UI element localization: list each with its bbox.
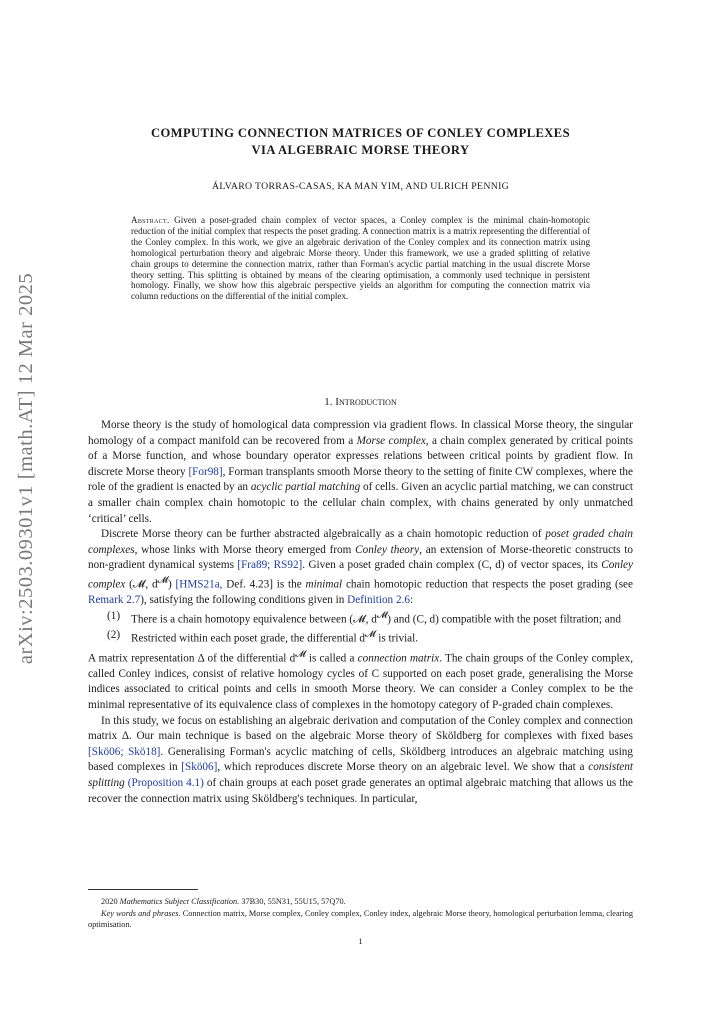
footnotes bbox=[88, 896, 633, 931]
title-line-2: VIA ALGEBRAIC MORSE THEORY bbox=[251, 143, 470, 157]
abstract-label: Abstract. bbox=[131, 215, 170, 225]
text-run: ) and (C, d) compatible with the poset filtration; and bbox=[387, 613, 621, 626]
text-run: of chain groups at each poset grade generates an optimal algebraic matching that allows us the recover the connection matrix using Sköldberg's techniques. In particular, bbox=[88, 777, 633, 805]
emphasis-acyclic-partial-matching: acyclic partial matching bbox=[250, 481, 361, 494]
msc-codes: 37B30, 55N31, 55U15, 57Q70. bbox=[239, 897, 346, 906]
citation-link[interactable]: [Fra89; RS92] bbox=[237, 559, 303, 572]
emphasis-poset-graded: poset graded chain complexes bbox=[88, 528, 633, 556]
text-run: , a chain complex generated by critical points of a Morse function, and whose boundary operator expresses relations between critical points by gradient flow. In discrete Morse theory bbox=[88, 434, 633, 478]
text-run: Morse theory is the study of homological data compression via gradient flows. In classical Morse theory, the singular homology of a compact manifold can be recovered from a bbox=[88, 419, 633, 447]
section-title: Introduction bbox=[335, 396, 397, 408]
text-run: is trivial. bbox=[375, 632, 419, 645]
text-run: , Forman transplants smooth Morse theory to the setting of finite CW complexes, where the role of the gradient is enacted by an bbox=[88, 465, 633, 494]
title-line-1: COMPUTING CONNECTION MATRICES OF CONLEY COMPLEXES bbox=[150, 126, 570, 140]
list-item bbox=[88, 628, 633, 647]
text-run: . The chain groups of the Conley complex, called Conley indices, consist of relative homology cycles of C supported on each poset grade, generalising the Morse indices associated to critical points and cells in smooth Morse theory. We can consider a Conley complex to be the minimal representative of its equivalence class of complexes in the homotopy category of P-graded chain complexes. bbox=[88, 652, 633, 712]
citation-link[interactable]: [Skö06] bbox=[181, 761, 218, 774]
keywords-text: Connection matrix, Morse complex, Conley complex, Conley index, algebraic Morse theory, homological perturbation lemma, clearing optimisation. bbox=[88, 908, 633, 930]
emphasis-minimal: minimal bbox=[305, 578, 343, 591]
list-item bbox=[88, 609, 633, 628]
cross-reference-link[interactable]: Definition 2.6 bbox=[347, 594, 410, 607]
text-run: 2020 bbox=[101, 897, 120, 906]
list-number: (2) bbox=[107, 629, 121, 642]
text-run: (𝓜, d bbox=[125, 578, 158, 591]
superscript: 𝓜 bbox=[157, 575, 168, 586]
section-number: 1. bbox=[324, 396, 333, 408]
paragraph-3 bbox=[88, 648, 633, 714]
abstract bbox=[131, 215, 590, 302]
body-text bbox=[88, 418, 633, 807]
emphasis-conley-complex: Conley complex bbox=[88, 559, 633, 591]
cross-reference-link[interactable]: (Proposition 4.1) bbox=[127, 777, 204, 789]
keywords-label: Key words and phrases. bbox=[101, 908, 181, 918]
arxiv-identifier-text: arXiv:2503.09301v1 [math.AT] 12 Mar 2025 bbox=[15, 272, 38, 664]
emphasis-conley-theory: Conley theory bbox=[355, 543, 420, 556]
footnote-keywords bbox=[88, 908, 633, 931]
msc-label: Mathematics Subject Classification. bbox=[119, 897, 240, 906]
paragraph-2 bbox=[88, 527, 633, 609]
paragraph-1 bbox=[88, 418, 633, 527]
text-run: is called a bbox=[305, 652, 358, 665]
superscript: 𝓜 bbox=[295, 649, 306, 660]
arxiv-identifier-stamp bbox=[12, 268, 42, 668]
list-number: (1) bbox=[107, 609, 121, 622]
superscript: 𝓜 bbox=[365, 630, 376, 641]
citation-link[interactable]: [For98] bbox=[188, 465, 223, 478]
text-run: ), satisfying the following conditions given in bbox=[140, 594, 348, 607]
cross-reference-link[interactable]: Remark 2.7 bbox=[88, 594, 141, 607]
text-run: , whose links with Morse theory emerged from bbox=[134, 543, 356, 556]
text-run: . Given a poset graded chain complex (C, d) of vector spaces, its bbox=[302, 559, 602, 572]
text-run: A matrix representation Δ of the differential d bbox=[88, 652, 296, 665]
footnote-rule bbox=[88, 889, 198, 890]
footnote-msc bbox=[88, 896, 633, 908]
text-run: , which reproduces discrete Morse theory on an algebraic level. We show that a bbox=[217, 761, 589, 774]
text-run: ) bbox=[168, 578, 176, 591]
superscript: 𝓜 bbox=[376, 610, 388, 621]
emphasis-connection-matrix: connection matrix bbox=[357, 652, 440, 665]
text-run: . Generalising Forman's acyclic matching of cells, Sköldberg introduces an algebraic matching using based complexes in bbox=[88, 745, 633, 774]
text-run: There is a chain homotopy equivalence between (𝓜, d bbox=[131, 613, 377, 626]
section-heading bbox=[88, 396, 633, 408]
text-run: In this study, we focus on establishing an algebraic derivation and computation of the Conley complex and connection matrix Δ. Our main technique is based on the algebraic Morse theory of Sköldberg for complexes with fixed bases bbox=[88, 714, 633, 743]
text-run: : bbox=[409, 594, 414, 607]
citation-link[interactable]: [Skö06; Skö18] bbox=[88, 745, 161, 758]
text-run: of cells. Given an acyclic partial matching, we can construct a smaller chain complex chain homotopic to the cellular chain complex, with chains generated by only unmatched ‘critical’ cells. bbox=[88, 481, 633, 525]
text-run: chain homotopic reduction that respects the poset grading (see bbox=[342, 578, 633, 591]
paragraph-4 bbox=[88, 714, 633, 808]
text-run: Discrete Morse theory can be further abstracted algebraically as a chain homotopic reduction of bbox=[101, 528, 546, 541]
emphasis-morse-complex: Morse complex bbox=[356, 434, 426, 447]
author-list: ÁLVARO TORRAS-CASAS, KA MAN YIM, AND ULRICH PENNIG bbox=[211, 181, 510, 192]
text-run: , an extension of Morse-theoretic constructs to non-gradient dynamical systems bbox=[88, 543, 633, 572]
citation-link[interactable]: [HMS21a, bbox=[175, 578, 223, 591]
page-number: 1 bbox=[358, 936, 363, 946]
paper-title bbox=[88, 125, 633, 159]
text-run: Restricted within each poset grade, the differential d bbox=[131, 632, 366, 645]
emphasis-consistent-splitting: consistent splitting bbox=[88, 761, 633, 789]
text-run: Def. 4.23] is the bbox=[222, 578, 306, 591]
abstract-text: Given a poset-graded chain complex of vector spaces, a Conley complex is the minimal chain-homotopic reduction of the initial complex that respects the poset grading. A connection matrix is a matrix representing the differential of the Conley complex. In this work, we give an algebraic derivation of the Conley complex and its connection matrix using homological perturbation theory and algebraic Morse theory. Under this framework, we use a graded splitting of relative chain groups to determine the connection matrix, rather than Forman's acyclic partial matching in the usual discrete Morse theory setting. This splitting is obtained by means of the clearing optimisation, a commonly used technique in persistent homology. Finally, we show how this algebraic perspective yields an algorithm for computing the connection matrix via column reductions on the differential of the initial complex. bbox=[131, 215, 590, 302]
